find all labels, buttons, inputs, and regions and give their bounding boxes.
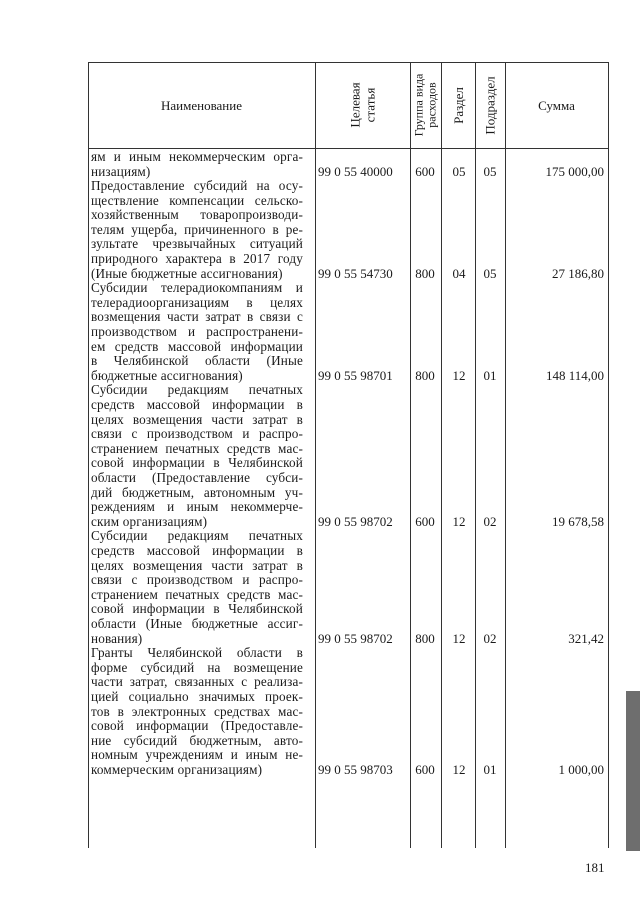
row-name-line: дий бюджетным, автономным уч- [91, 484, 303, 500]
row-name-line: связи с производством и распро- [91, 426, 303, 442]
row-name-line: целях возмещения части затрат в [91, 411, 303, 427]
row-name-line: странением печатных средств мас- [91, 440, 303, 456]
row-name-line: средств массовой информации в [91, 542, 303, 558]
column-divider [410, 62, 411, 848]
header-name: Наименование [161, 97, 242, 113]
row-name [91, 529, 303, 646]
row-name-line: странением печатных средств мас- [91, 586, 303, 602]
row-group: 800 [415, 265, 435, 281]
row-name-line: производством и распространени- [91, 323, 303, 339]
header-code-line2: статья [362, 87, 378, 123]
row-name-line: ществление компенсации сельско- [91, 192, 303, 208]
row-code: 99 0 55 54730 [318, 265, 393, 281]
row-subsection: 02 [483, 513, 497, 529]
row-name-line: тов в электронных средствах мас- [91, 703, 303, 719]
header-code-line1: Целевая [347, 82, 363, 128]
row-sum: 148 114,00 [545, 367, 604, 383]
row-name-line: (Иные бюджетные ассигнования) [91, 265, 283, 281]
row-name-line: совой информации (Предоставле- [91, 718, 303, 734]
row-subsection: 01 [483, 367, 497, 383]
row-group: 800 [415, 367, 435, 383]
row-subsection: 01 [483, 761, 497, 777]
row-name-line: низациям) [91, 163, 151, 179]
row-name [91, 150, 303, 179]
row-subsection: 02 [483, 630, 497, 646]
row-name-line: связи с производством и распро- [91, 572, 303, 588]
row-name-line: телерадиоорганизациям в целях [91, 294, 303, 310]
column-divider [475, 62, 476, 848]
row-section: 12 [452, 513, 466, 529]
column-divider [505, 62, 506, 848]
row-name-line: части затрат, связанных с реализа- [91, 674, 303, 690]
header-name-cell [88, 62, 315, 148]
row-name-line: в Челябинской области (Иные [91, 353, 303, 369]
header-group-line1: Группа вида [411, 73, 426, 137]
row-subsection: 05 [483, 163, 497, 179]
row-group: 800 [415, 630, 435, 646]
row-group: 600 [415, 513, 435, 529]
header-code [347, 82, 377, 127]
budget-table [88, 62, 609, 848]
header-code-cell [315, 62, 410, 148]
row-code: 99 0 55 40000 [318, 163, 393, 179]
row-name-line: Предоставление субсидий на осу- [91, 178, 303, 193]
column-divider [441, 62, 442, 848]
row-name-line: реждениям и иным некоммерче- [91, 499, 303, 515]
row-name-line: ем средств массовой информации [91, 338, 303, 354]
row-name-line: возмещения части затрат в связи с [91, 309, 303, 325]
header-group-cell [410, 62, 441, 148]
row-section: 12 [452, 630, 466, 646]
row-name-line: Субсидии редакциям печатных [91, 382, 303, 398]
row-name-line: нования) [91, 630, 143, 646]
header-group-line2: расходов [424, 82, 439, 128]
page-number: 181 [585, 860, 605, 875]
row-name-line: ям и иным некоммерческим орга- [91, 149, 303, 164]
header-section-cell [441, 62, 475, 148]
row-name [91, 179, 303, 281]
row-name-line: хозяйственным товаропроизводи- [91, 207, 303, 223]
row-code: 99 0 55 98703 [318, 761, 393, 777]
row-name-line: цией социально значимых проек- [91, 688, 303, 704]
column-divider [315, 62, 316, 848]
header-subsection: Подраздел [482, 75, 498, 135]
scan-edge-shadow [626, 691, 640, 851]
header-sum-cell [505, 62, 608, 148]
header-section: Раздел [450, 86, 466, 124]
row-name-line: совой информации в Челябинской [91, 601, 303, 617]
row-sum: 19 678,58 [552, 513, 604, 529]
row-section: 04 [452, 265, 466, 281]
row-name-line: совой информации в Челябинской [91, 455, 303, 471]
row-section: 12 [452, 367, 466, 383]
header-subsection-cell [475, 62, 505, 148]
row-name-line: средств массовой информации в [91, 396, 303, 412]
row-name-line: Субсидии телерадиокомпаниям и [91, 280, 303, 296]
row-name-line: ние субсидий бюджетным, авто- [91, 732, 303, 748]
row-name-line: целях возмещения части затрат в [91, 557, 303, 573]
header-group [413, 74, 439, 137]
row-section: 12 [452, 761, 466, 777]
row-sum: 175 000,00 [545, 163, 604, 179]
row-code: 99 0 55 98702 [318, 513, 393, 529]
row-group: 600 [415, 761, 435, 777]
table-border-right [608, 62, 609, 848]
row-name [91, 383, 303, 529]
row-sum: 321,42 [568, 630, 604, 646]
row-name-line: форме субсидий на возмещение [91, 659, 303, 675]
row-name-line: телям ущерба, причиненного в ре- [91, 221, 303, 237]
row-section: 05 [452, 163, 466, 179]
row-name-line: ским организациям) [91, 513, 208, 529]
row-subsection: 05 [483, 265, 497, 281]
row-group: 600 [415, 163, 435, 179]
row-name-line: зультате чрезвычайных ситуаций [91, 236, 303, 252]
row-sum: 1 000,00 [558, 761, 604, 777]
row-name [91, 646, 303, 777]
row-name-line: области (Иные бюджетные ассиг- [91, 615, 303, 631]
row-sum: 27 186,80 [552, 265, 604, 281]
row-name-line: Субсидии редакциям печатных [91, 528, 303, 544]
row-name-line: области (Предоставление субси- [91, 469, 303, 485]
row-name-line: номным учреждениям и иным не- [91, 747, 303, 763]
header-sum: Сумма [538, 97, 575, 113]
row-name-line: бюджетные ассигнования) [91, 367, 243, 383]
table-border-left [88, 62, 89, 848]
row-name-line: природного характера в 2017 году [91, 250, 303, 266]
row-code: 99 0 55 98702 [318, 630, 393, 646]
row-name [91, 281, 303, 383]
row-name-line: Гранты Челябинской области в [91, 645, 303, 661]
row-code: 99 0 55 98701 [318, 367, 393, 383]
row-name-line: коммерческим организациям) [91, 761, 263, 777]
